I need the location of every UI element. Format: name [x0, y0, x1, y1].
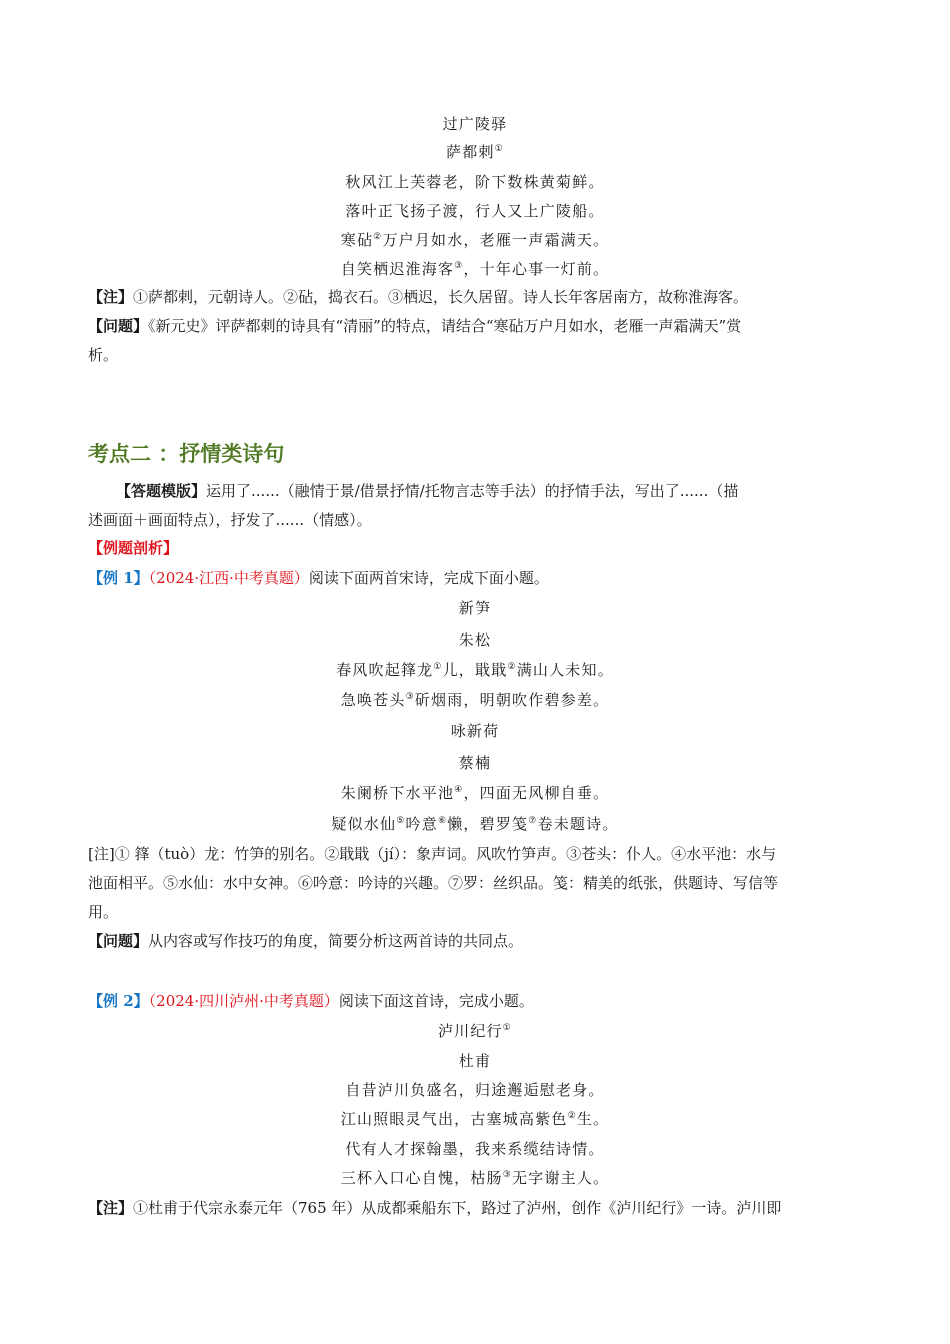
poem2-line-1: 自昔泸川负盛名，归途邂逅慰老身。 — [345, 1081, 605, 1099]
poem2-line-4: 三杯入口心自愧，枯肠③无字谢主人。 — [340, 1169, 610, 1187]
poem2-line-3: 代有人才探翰墨，我来系缆结诗情。 — [345, 1140, 605, 1158]
poemA-author: 朱松 — [458, 631, 492, 649]
example1-note-cont: 池面相平。⑤水仙：水中女神。⑥吟意：吟诗的兴趣。⑦罗：丝织品。笺：精美的纸张，供题诗、写信等 — [88, 874, 779, 892]
poem2-title: 泸川纪行① — [437, 1022, 513, 1040]
answer-template: 【答题模版】运用了......（融情于景/借景抒情/托物言志等手法）的抒情手法，写出了......（描 — [116, 482, 739, 500]
example1-note: [注]① 箨（tuò）龙：竹笋的别名。②戢戢（jí）：象声词。风吹竹笋声。③苍头：仆人。④水平池：水与 — [88, 845, 777, 863]
poem1-question: 【问题】《新元史》评萨都剌的诗具有“清丽”的特点，请结合“寒砧万户月如水，老雁一声霜满天”赏 — [88, 317, 742, 335]
example-analysis-header: 【例题剖析】 — [88, 539, 179, 557]
example2-heading: 【例 2】（2024·四川泸州·中考真题）阅读下面这首诗，完成小题。 — [88, 992, 534, 1010]
poem1-line-4: 自笑栖迟淮海客③，十年心事一灯前。 — [340, 260, 610, 278]
poem1-author: 萨都剌① — [446, 143, 504, 161]
poem1-title: 过广陵驿 — [442, 115, 508, 133]
poemB-line-1: 朱阑桥下水平池④，四面无风柳自垂。 — [340, 784, 610, 802]
poemB-author: 蔡楠 — [458, 754, 492, 772]
example1-note-end: 用。 — [88, 903, 119, 921]
poemA-line-1: 春风吹起箨龙①儿，戢戢②满山人未知。 — [336, 661, 614, 679]
section-title: 考点二 ：抒情类诗句 — [88, 442, 285, 466]
example2-note: 【注】①杜甫于代宗永泰元年（765 年）从成都乘船东下，路过了泸州，创作《泸川纪行》一诗。泸川即 — [88, 1199, 782, 1217]
poem1-line-2: 落叶正飞扬子渡，行人又上广陵船。 — [345, 202, 605, 220]
poemA-title: 新笋 — [458, 599, 492, 617]
example1-heading: 【例 1】（2024·江西·中考真题）阅读下面两首宋诗，完成下面小题。 — [88, 569, 549, 587]
poem1-note: 【注】①萨都剌，元朝诗人。②砧，捣衣石。③栖迟，长久居留。诗人长年客居南方，故称淮海客。 — [88, 288, 749, 306]
example1-question: 【问题】从内容或写作技巧的角度，简要分析这两首诗的共同点。 — [88, 932, 524, 950]
poem1-line-3: 寒砧②万户月如水，老雁一声霜满天。 — [340, 231, 610, 249]
answer-template-cont: 述画面＋画面特点），抒发了......（情感）。 — [88, 511, 372, 529]
poem2-author: 杜甫 — [458, 1052, 492, 1070]
poem1-question-cont: 析。 — [88, 346, 119, 364]
poemA-line-2: 急唤苍头③斫烟雨，明朝吹作碧参差。 — [340, 691, 610, 709]
poemB-line-2: 疑似水仙⑤吟意⑥懒，碧罗笺⑦卷未题诗。 — [331, 815, 619, 833]
poem2-line-2: 江山照眼灵气出，古塞城高紫色②生。 — [340, 1110, 610, 1128]
poem1-line-1: 秋风江上芙蓉老，阶下数株黄菊鲜。 — [345, 173, 605, 191]
poemB-title: 咏新荷 — [450, 722, 500, 740]
